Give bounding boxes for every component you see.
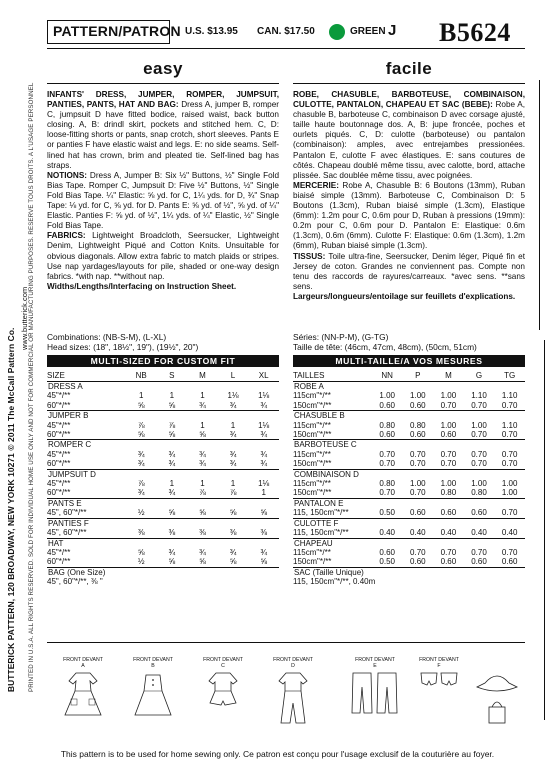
yardage-cell: ¾	[229, 400, 237, 410]
yardage-cell: 0.40	[440, 528, 457, 538]
yardage-cell: 1.00	[410, 391, 426, 401]
yardage-cell: ⅝	[229, 508, 237, 518]
view-e	[349, 657, 401, 721]
english-title: INFANTS' DRESS, JUMPER, ROMPER, JUMPSUIT, PANTIES, PANTS, HAT AND BAG:	[47, 90, 279, 110]
fabric-width: 60"*/**	[47, 400, 71, 410]
view-label: FRONT DEVANT	[419, 657, 459, 663]
garment-name-row	[293, 567, 525, 577]
french-column	[293, 54, 525, 302]
table-header-row	[47, 370, 279, 382]
view-letter: F	[437, 663, 441, 669]
english-yardage-table	[47, 370, 279, 587]
table-row	[47, 557, 279, 567]
yardage-cell: 0.80	[440, 488, 457, 498]
yardage-cell: ¾	[168, 459, 176, 469]
view-label: FRONT DEVANT	[203, 657, 243, 663]
table-row	[47, 401, 279, 411]
yardage-cell: 1.00	[471, 479, 487, 489]
yardage-cell: ⅝	[168, 400, 176, 410]
table-row	[293, 488, 525, 498]
yardage-cell: 0.70	[379, 449, 395, 459]
column-header: TG	[494, 370, 525, 382]
view-label: FRONT DEVANT	[133, 657, 173, 663]
yardage-cell: 0.70	[471, 459, 487, 469]
garment-name: PANTIES F	[47, 518, 279, 528]
garment-name-row	[47, 469, 279, 479]
jumpsuit-drawing-icon	[273, 669, 313, 729]
yardage-cell: ¾	[260, 449, 267, 459]
yardage-cell: ⅝	[137, 400, 145, 410]
yardage-cell: ⅝	[168, 430, 176, 440]
size-letter: J	[388, 22, 397, 39]
view-letter: D	[291, 663, 295, 669]
fabric-width: 150cm"*/**	[293, 400, 332, 410]
fabric-width: 60"*/**	[47, 488, 71, 498]
french-table-title: MULTI-TAILLE/A VOS MESURES	[293, 355, 525, 367]
yardage-cell: 0.70	[440, 400, 457, 410]
fabric-width: 60"*/**	[47, 459, 71, 469]
yardage-cell: ⅞	[137, 420, 145, 430]
garment-name: BAG (One Size)	[47, 567, 279, 577]
view-letter: E	[373, 663, 377, 669]
garment-name: HAT	[47, 538, 279, 548]
yardage-cell: 0.60	[471, 557, 487, 567]
yardage-cell: ¾	[229, 547, 237, 557]
table-row	[47, 548, 279, 557]
yardage-cell: ⅜	[260, 528, 267, 538]
table-row	[47, 450, 279, 459]
pattern-number: B5624	[439, 18, 511, 47]
english-widths: Widths/Lengths/Interfacing on Instruction Sheet.	[47, 281, 237, 291]
garment-name-row	[47, 498, 279, 508]
hat-bag-drawing-icon	[475, 669, 519, 729]
fabric-width: 45"*/**	[47, 449, 71, 459]
english-combinations-line: Combinations: (NB-S-M), (L-XL)	[47, 332, 167, 342]
table-row	[47, 508, 279, 518]
english-description	[47, 90, 279, 292]
fabric-width: 60"*/**	[47, 557, 71, 567]
yardage-cell: 0.70	[501, 508, 518, 518]
yardage-cell: 0.70	[471, 400, 487, 410]
pattern-back-page	[47, 14, 525, 756]
rights-notice: PRINTED IN U.S.A. ALL RIGHTS RESERVED. SOLD FOR INDIVIDUAL HOME USE ONLY AND NOT FOR COMMERCIAL OR MANUFACTURING PURPOSES. RESERVE TOUS DROITS. A L'USAGE PERSONNEL	[28, 82, 35, 692]
fabric-width: 60"*/**	[47, 430, 71, 440]
yardage-cell: 0.70	[410, 449, 426, 459]
yardage-cell: 1.00	[440, 479, 457, 489]
yardage-cell: 0.40	[501, 528, 518, 538]
view-f	[419, 657, 459, 701]
french-notions-label: MERCERIE:	[293, 180, 339, 190]
table-row	[293, 421, 525, 430]
french-title: ROBE, CHASUBLE, BARBOTEUSE, COMBINAISON, CULOTTE, PANTALON, CHAPEAU ET SAC (BEBE):	[293, 90, 525, 110]
yardage-cell: 1	[138, 391, 144, 401]
column-header: L	[218, 370, 249, 382]
yardage-cell: ⅝	[229, 557, 237, 567]
garment-name-row	[47, 538, 279, 548]
table-row	[47, 577, 279, 586]
fabric-width: 115cm"*/**	[293, 420, 331, 430]
yardage-cell: 0.60	[410, 557, 426, 567]
garment-name: CHASUBLE B	[293, 411, 525, 421]
yardage-cell: 1.00	[501, 488, 518, 498]
fabric-width: 150cm"*/**	[293, 557, 332, 567]
yardage-cell: ⅝	[137, 547, 145, 557]
yardage-cell: 0.70	[410, 488, 426, 498]
panties-drawing-icon	[419, 669, 459, 699]
yardage-cell: ¾	[199, 400, 206, 410]
yardage-cell: 0.60	[379, 430, 395, 440]
yardage-cell: 0.70	[379, 459, 395, 469]
table-row	[47, 421, 279, 430]
yardage-cell: 0.60	[379, 400, 395, 410]
view-d	[273, 657, 313, 731]
yardage-cell: 1⅛	[258, 479, 270, 489]
table-row	[293, 508, 525, 518]
dress-drawing-icon	[63, 669, 103, 719]
yardage-cell: ¾	[199, 449, 206, 459]
yardage-cell: 0.70	[501, 449, 518, 459]
yardage-cell: ¾	[229, 459, 237, 469]
yardage-cell: ⅜	[229, 528, 237, 538]
yardage-cell: 0.80	[379, 479, 395, 489]
view-letter: A	[81, 663, 85, 669]
garment-name: COMBINAISON D	[293, 469, 525, 479]
table-header-row	[293, 370, 525, 382]
yardage-cell: 0.70	[501, 430, 518, 440]
garment-name-row	[47, 440, 279, 450]
garment-name-row	[293, 469, 525, 479]
yardage-cell: ⅝	[260, 508, 267, 518]
yardage-cell: ⅞	[168, 420, 176, 430]
english-head-sizes: Head sizes: (18", 18½", 19"), (19½", 20")	[47, 342, 199, 353]
yardage-cell: 0.50	[379, 508, 395, 518]
table-row	[293, 459, 525, 469]
garment-name: CHAPEAU	[293, 538, 525, 548]
yardage-cell: ¾	[260, 547, 267, 557]
yardage-cell: ⅞	[137, 479, 145, 489]
romper-drawing-icon	[203, 669, 243, 719]
table-row	[293, 401, 525, 411]
garment-name: SAC (Taille Unique)	[293, 567, 525, 577]
yardage-cell: 0.70	[410, 459, 426, 469]
yardage-cell: 1	[200, 420, 205, 430]
yardage-cell: 1⅛	[227, 391, 239, 401]
garment-name: ROBE A	[293, 382, 525, 392]
yardage-cell: 0.70	[501, 459, 518, 469]
garment-name: DRESS A	[47, 382, 279, 392]
table-row	[47, 391, 279, 400]
green-dot-icon	[329, 24, 345, 40]
yardage-cell: 1	[200, 479, 205, 489]
company-address: BUTTERICK PATTERN, 120 BROADWAY, NEW YORK 10271 © 2011 The McCall Pattern Co.	[6, 327, 16, 692]
yardage-cell: 0.40	[410, 528, 426, 538]
garment-name-row	[47, 382, 279, 392]
yardage-cell: ½	[137, 557, 145, 567]
yardage-cell: ⅝	[137, 430, 145, 440]
table-row	[47, 459, 279, 469]
yardage-cell: ⅝	[199, 557, 206, 567]
table-row	[293, 430, 525, 440]
yardage-cell: 0.80	[410, 420, 426, 430]
yardage-cell: ¾	[199, 547, 206, 557]
yardage-cell: 1.10	[471, 391, 487, 401]
garment-name-row	[293, 498, 525, 508]
yardage-cell: 1	[230, 420, 236, 430]
yardage-cell: 0.70	[471, 547, 487, 557]
garment-name: PANTS E	[47, 498, 279, 508]
english-fabrics: Lightweight Broadcloth, Seersucker, Lightweight Denim, Lightweight Piqué and Cotton Knits. Unsuitable for obvious diagonals. Allow extra fabric to match plaids or stripes. Use nap yardages/layouts for pile, shaded or one-way design fabrics. *with nap. **without nap.	[47, 231, 279, 281]
fabric-width: 45", 60"*/**, ⅜ "	[47, 577, 103, 587]
table-row	[47, 528, 279, 538]
yardage-cell: ⅜	[199, 528, 206, 538]
yardage-cell: 0.60	[440, 508, 457, 518]
color-label: GREEN	[350, 26, 386, 37]
french-description	[293, 90, 525, 302]
yardage-cell: ¾	[229, 449, 237, 459]
yardage-cell: 1	[169, 391, 175, 401]
column-header: SIZE	[47, 370, 126, 382]
yardage-cell: ¾	[260, 400, 267, 410]
french-combinations	[293, 332, 477, 353]
french-yardage-table	[293, 370, 525, 587]
yardage-cell: ⅞	[199, 488, 206, 498]
column-header: S	[157, 370, 188, 382]
yardage-cell: ⅝	[168, 557, 176, 567]
yardage-cell: 0.40	[379, 528, 395, 538]
yardage-cell: ⅜	[168, 528, 176, 538]
yardage-cell: 1.00	[440, 420, 457, 430]
fabric-width: 45"*/**	[47, 479, 71, 489]
hat-bag-view	[475, 669, 519, 731]
column-header: P	[403, 370, 434, 382]
fabric-width: 45", 60"*/**	[47, 508, 87, 518]
yardage-cell: 1.00	[501, 479, 518, 489]
english-column	[47, 54, 279, 292]
garment-name: BARBOTEUSE C	[293, 440, 525, 450]
french-combinations-line: Séries: (NN-P-M), (G-TG)	[293, 332, 389, 342]
yardage-cell: 1	[169, 479, 175, 489]
view-label: FRONT DEVANT	[63, 657, 103, 663]
view-c	[203, 657, 243, 721]
yardage-cell: ¾	[199, 459, 206, 469]
table-row	[293, 577, 525, 586]
table-row	[47, 479, 279, 488]
website-link[interactable]: www.butterick.com	[20, 286, 29, 350]
jumper-drawing-icon	[133, 669, 173, 719]
yardage-cell: ¾	[168, 488, 176, 498]
table-row	[47, 430, 279, 440]
yardage-cell: 1⅛	[258, 391, 270, 401]
english-table-title: MULTI-SIZED FOR CUSTOM FIT	[47, 355, 279, 367]
yardage-cell: 0.50	[379, 557, 395, 567]
garment-name: ROMPER C	[47, 440, 279, 450]
french-fabrics: Toile ultra-fine, Seersucker, Denim léger, Piqué fin et Jersey de coton. Grandes ne conviennent pas. Compte non tenu des raccords de rayures/carreaux. *avec sens. **sans sens.	[293, 251, 525, 291]
fabric-width: 115cm"*/**	[293, 391, 331, 401]
table-row	[47, 488, 279, 498]
garment-name-row	[293, 538, 525, 548]
fabric-width: 150cm"*/**	[293, 459, 332, 469]
yardage-cell: 0.60	[471, 508, 487, 518]
yardage-cell: ¾	[229, 430, 237, 440]
yardage-cell: 0.80	[379, 420, 395, 430]
fabric-width: 45"*/**	[47, 391, 71, 401]
fabric-width: 45", 60"*/**	[47, 528, 87, 538]
garment-name-row	[293, 382, 525, 392]
yardage-cell: 1.00	[379, 391, 395, 401]
yardage-cell: 0.60	[410, 508, 426, 518]
yardage-cell: ¾	[137, 449, 145, 459]
fabric-width: 115cm"*/**	[293, 479, 331, 489]
french-head-sizes: Taille de tête: (46cm, 47cm, 48cm), (50cm, 51cm)	[293, 342, 477, 353]
yardage-cell: 1.10	[501, 420, 518, 430]
footer-note: This pattern is to be used for home sewing only. Ce patron est conçu pour l'usage exclusif de la couturière au foyer.	[60, 749, 495, 759]
fabric-width: 115, 150cm"*/**	[293, 528, 349, 538]
yardage-cell: 1.00	[410, 479, 426, 489]
french-fabrics-label: TISSUS:	[293, 251, 326, 261]
column-header: NN	[372, 370, 403, 382]
right-edge-marks	[537, 40, 551, 730]
yardage-cell: ⅞	[229, 488, 237, 498]
english-notions-label: NOTIONS:	[47, 170, 88, 180]
yardage-cell: 0.60	[440, 557, 457, 567]
yardage-cell: 1.00	[471, 420, 487, 430]
yardage-cell: 0.70	[410, 547, 426, 557]
table-row	[293, 479, 525, 488]
table-row	[293, 548, 525, 557]
english-notions: Dress A, Jumper B: Six ½" Buttons, ½" Single Fold Bias Tape. Romper C, Jumpsuit D: Five ½" Buttons, ½" Single Fold Bias Tape. ¼" Elastic: ⅝ yd. for C, 1¼ yds. for D, ¾" Snap Tape: ⅛ yd. for C, ⅝ yd. for D. Pants E: ⅝ yd. of ½", ⅝ yd. of ¼" Elastic. Panties F: ⅝ yd. of ½", 1¼ yds. of ¼" Elastic, ½" Single Fold Bias Tape.	[47, 170, 279, 231]
header-divider	[47, 48, 525, 49]
yardage-cell: 0.70	[501, 547, 518, 557]
yardage-cell: ⅝	[199, 430, 206, 440]
view-label: FRONT DEVANT	[273, 657, 313, 663]
fabric-width: 115cm"*/**	[293, 449, 331, 459]
garment-name-row	[47, 518, 279, 528]
garment-name-row	[47, 411, 279, 421]
yardage-cell: ⅝	[199, 508, 206, 518]
column-header: TAILLES	[293, 370, 372, 382]
table-row	[293, 450, 525, 459]
column-header: G	[464, 370, 495, 382]
yardage-cell: 1⅛	[258, 420, 270, 430]
yardage-cell: 0.60	[410, 430, 426, 440]
yardage-cell: 0.80	[471, 488, 487, 498]
yardage-cell: 0.40	[471, 528, 487, 538]
fabric-width: 45"*/**	[47, 420, 71, 430]
yardage-cell: ¾	[168, 547, 176, 557]
yardage-cell: 0.60	[379, 547, 395, 557]
can-price: CAN. $17.50	[257, 26, 315, 37]
yardage-cell: 0.70	[440, 547, 457, 557]
yardage-cell: ¾	[137, 488, 145, 498]
yardage-cell: 0.70	[471, 449, 487, 459]
yardage-cell: 1	[230, 479, 236, 489]
yardage-cell: ¾	[260, 459, 267, 469]
french-notions: Robe A, Chasuble B: 6 Boutons (13mm), Ruban biaisé simple (13mm). Barboteuse C, Combinaison D: 5 Boutons (1.3cm), Ruban biaisé simple (1.3cm), Elastique (6mm): 1.2m pour C, 0.6m pour D, Ruban à pressions (19mm): 0.2m pour C, 0.6m pour D. Pantalon E: Elastique: 0.6m (1.3cm), 0.6m (6mm). Culotte F: Elastique: 0.6m (1.3cm), 1.2m (6mm), Ruban biaisé simple (1.3cm).	[293, 180, 526, 251]
yardage-cell: ¾	[137, 459, 145, 469]
column-header: M	[433, 370, 464, 382]
fabric-width: 115cm"*/**	[293, 547, 331, 557]
level-easy: easy	[47, 59, 279, 84]
yardage-cell: ⅝	[168, 508, 176, 518]
english-body: Dress A, jumper B, romper C, jumpsuit D have fitted bodice, raised waist, back button closing. A, B: drindl skirt, pockets and stitched hem. C, D: loose-fitting shorts or pants, snap crotch, short sleeves. Pants E or panties F have elastic waist and legs. E: no side seams. Self-lined hat has crown, brim and pleated tie. Self-lined bag has straps.	[47, 100, 279, 170]
pattern-label: PATTERN/PATRON	[47, 20, 170, 44]
garment-views	[47, 657, 525, 739]
yardage-cell: ¾	[168, 449, 176, 459]
view-letter: B	[151, 663, 155, 669]
garment-name: PANTALON E	[293, 498, 525, 508]
table-row	[293, 391, 525, 400]
yardage-cell: ⅝	[260, 557, 267, 567]
garment-name: JUMPSUIT D	[47, 469, 279, 479]
table-row	[293, 557, 525, 567]
yardage-cell: 1	[200, 391, 205, 401]
yardage-cell: 0.70	[471, 430, 487, 440]
french-widths: Largeurs/longueurs/entoilage sur feuillets d'explications.	[293, 291, 516, 301]
yardage-cell: ⅜	[137, 528, 145, 538]
yardage-cell: 0.70	[501, 400, 518, 410]
english-fabrics-label: FABRICS:	[47, 231, 86, 241]
french-body: Robe A, chasuble B, barboteuse C, combinaison D avec corsage ajusté, taille haute boutonnage dos. A, B: jupe froncée, poches et ourlets piqués. C, D: culotte (barboteuse) ou pantalon (combinaison): amples, avec entrejambes pressionées. Pantalon E, culotte F avec élastiques. E: sans coutures de côtés. Chapeau doublé même tissu, avec calotte, bord, attache plissée. Sac doublée même tissu, avec poignées.	[293, 100, 525, 180]
yardage-cell: 0.60	[410, 400, 426, 410]
view-label: FRONT DEVANT	[355, 657, 395, 663]
yardage-cell: 0.60	[440, 430, 457, 440]
column-header: M	[187, 370, 218, 382]
yardage-cell: 1.00	[440, 391, 457, 401]
yardage-cell: 1.10	[501, 391, 518, 401]
view-b	[133, 657, 173, 721]
yardage-cell: 1	[261, 488, 266, 498]
us-price: U.S. $13.95	[185, 26, 238, 37]
level-facile: facile	[293, 59, 525, 84]
fabric-width: 115, 150cm"*/**, 0.40m	[293, 577, 376, 587]
fabric-width: 45"*/**	[47, 547, 71, 557]
yardage-cell: 0.70	[379, 488, 395, 498]
yardage-cell: 0.70	[440, 449, 457, 459]
english-combinations	[47, 332, 198, 353]
garment-name: CULOTTE F	[293, 518, 525, 528]
view-a	[63, 657, 103, 721]
yardage-cell: 0.70	[440, 459, 457, 469]
pants-drawing-icon	[349, 669, 401, 719]
fabric-width: 115, 150cm"*/**	[293, 508, 349, 518]
fabric-width: 150cm"*/**	[293, 430, 332, 440]
garment-name-row	[47, 567, 279, 577]
table-row	[293, 528, 525, 538]
view-letter: C	[221, 663, 225, 669]
column-header: XL	[248, 370, 279, 382]
garment-name-row	[293, 440, 525, 450]
column-header: NB	[126, 370, 157, 382]
garment-name-row	[293, 411, 525, 421]
yardage-cell: 0.60	[501, 557, 518, 567]
header-bar	[47, 14, 525, 48]
yardage-cell: ½	[137, 508, 145, 518]
yardage-cell: ¾	[260, 430, 267, 440]
views-divider	[47, 642, 525, 643]
garment-name: JUMPER B	[47, 411, 279, 421]
garment-name-row	[293, 518, 525, 528]
fabric-width: 150cm"*/**	[293, 488, 332, 498]
